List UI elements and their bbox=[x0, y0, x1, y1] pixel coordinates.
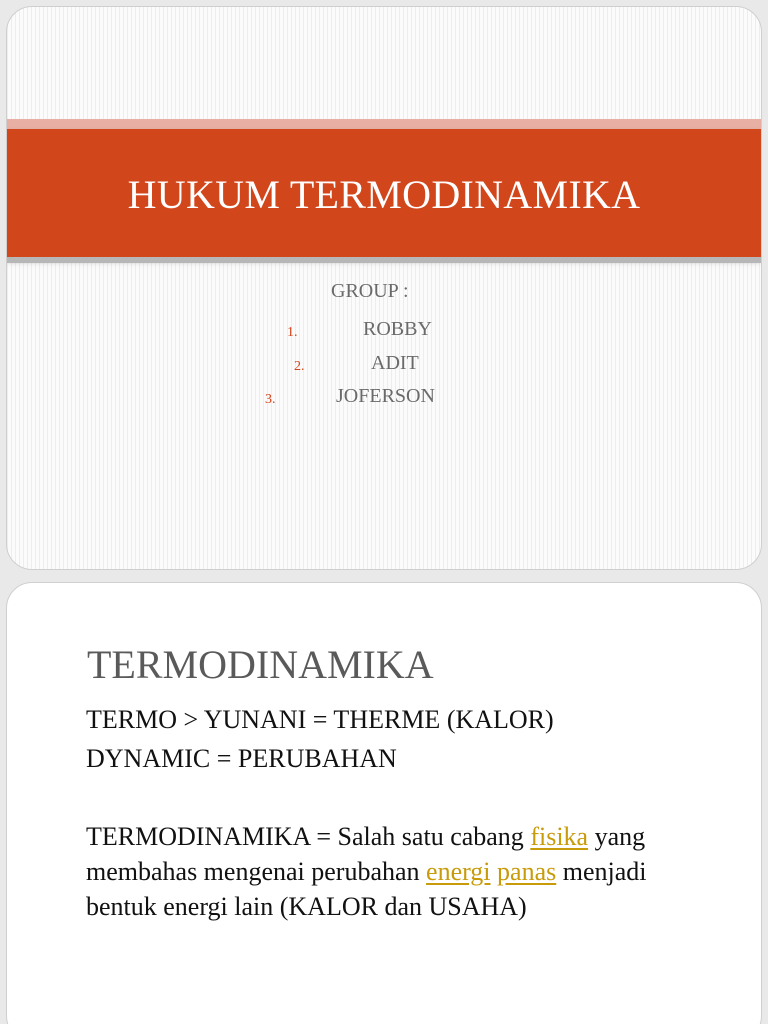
member-name: ADIT bbox=[371, 352, 419, 374]
member-number: 1. bbox=[287, 325, 298, 340]
link-panas[interactable]: panas bbox=[497, 857, 557, 886]
link-fisika[interactable]: fisika bbox=[530, 822, 589, 851]
member-number: 3. bbox=[265, 392, 276, 407]
definition-line-1: TERMO > YUNANI = THERME (KALOR) bbox=[86, 705, 554, 734]
group-label: GROUP : bbox=[331, 280, 409, 302]
link-energi[interactable]: energi bbox=[426, 857, 491, 886]
slide-heading: TERMODINAMIKA bbox=[87, 642, 434, 687]
slide-title: HUKUM TERMODINAMIKA bbox=[127, 172, 641, 217]
paragraph-text: menjadi bentuk energi lain (KALOR dan USAHA) bbox=[86, 857, 647, 921]
member-name: ROBBY bbox=[363, 318, 432, 340]
definition-paragraph bbox=[86, 819, 706, 924]
title-band-top-stripe bbox=[7, 119, 761, 129]
paragraph-text: TERMODINAMIKA = Salah satu cabang bbox=[86, 822, 531, 851]
member-name: JOFERSON bbox=[336, 385, 435, 407]
title-band-bottom-stripe bbox=[7, 257, 761, 263]
paragraph-text: yang membahas mengenai perubahan bbox=[86, 822, 646, 886]
definition-line-2: DYNAMIC = PERUBAHAN bbox=[86, 744, 397, 773]
content-slide bbox=[6, 582, 762, 1024]
title-slide bbox=[6, 6, 762, 570]
member-number: 2. bbox=[294, 359, 305, 374]
